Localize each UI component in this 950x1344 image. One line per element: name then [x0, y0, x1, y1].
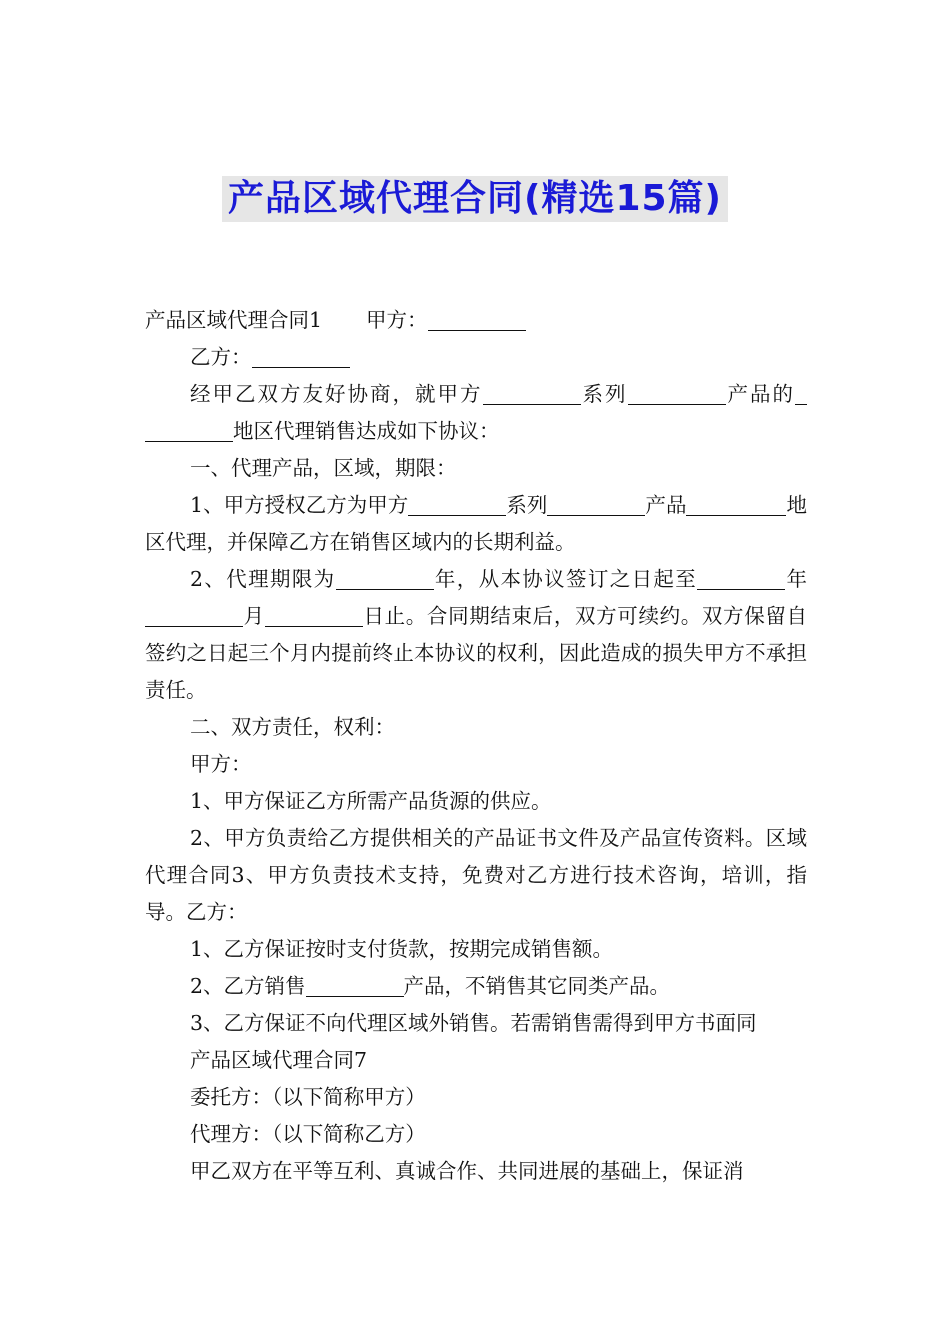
blank: [774, 493, 786, 516]
preamble-text-1: 经甲乙双方友好协商，就甲方: [190, 382, 483, 406]
item-text-1: 2、代理期限为: [190, 567, 336, 591]
blank: [265, 604, 363, 627]
paragraph-party-b-duty-1: 1、乙方保证按时支付货款，按期完成销售额。: [190, 937, 614, 961]
blank: [686, 493, 774, 516]
party-b-blank: [252, 345, 350, 368]
item-text-2: 产品，不销售其它同类产品。: [403, 974, 671, 998]
item-text-2: 年，从本协议签订之日起至: [433, 567, 698, 591]
paragraph-section-1-heading: 一、代理产品，区域，期限：: [190, 456, 457, 480]
title-container: [0, 176, 950, 222]
item-text-4: 地区代理，并保障乙方在销售区域内的长期利益。: [145, 493, 808, 554]
paragraph-contract-1-heading: [145, 302, 807, 339]
blank: [408, 493, 506, 516]
paragraph-contract-7-preamble: 甲乙双方在平等互利、真诚合作、共同进展的基础上，保证消: [190, 1159, 744, 1183]
preamble-text-4: 地区代理销售达成如下协议：: [233, 419, 500, 443]
item-text-5: 日止。合同期结束后，双方可续约。双方保留自签约之日起三个月内提前终止本协议的权利，因此造成的损失甲方不承担责任。: [145, 604, 808, 702]
item-text-3: 年: [785, 567, 808, 591]
paragraph-party-b-duty-3: 3、乙方保证不向代理区域外销售。若需销售需得到甲方书面同: [190, 1011, 757, 1035]
preamble-text-2: 系列: [580, 382, 628, 406]
party-b-label: 乙方：: [190, 345, 252, 369]
paragraph-party-b-duty-2: [145, 968, 807, 1005]
blank: [547, 493, 645, 516]
paragraph-party-a-duty-1: 1、甲方保证乙方所需产品货源的供应。: [190, 789, 552, 813]
blank: [145, 419, 233, 442]
paragraph-section-2-heading: 二、双方责任，权利：: [190, 715, 395, 739]
party-a-blank: [428, 308, 526, 331]
blank: [336, 567, 434, 590]
blank: [697, 567, 785, 590]
blank: [306, 974, 404, 997]
blank: [795, 382, 807, 405]
paragraph-principal: 委托方：（以下简称甲方）: [190, 1085, 426, 1109]
blank: [145, 604, 243, 627]
paragraph-contract-7-heading: 产品区域代理合同7: [190, 1048, 368, 1072]
party-a-label: 甲方：: [366, 308, 428, 332]
paragraph-item-1-1: [145, 487, 807, 561]
document-body: [145, 302, 807, 1190]
preamble-text-3: 产品的: [725, 382, 795, 406]
document-title: 产品区域代理合同(精选15篇): [222, 176, 728, 222]
contract-1-heading: 产品区域代理合同1: [145, 308, 323, 332]
item-text-4: 月: [243, 604, 265, 628]
paragraph-party-a-duties-label: 甲方：: [190, 752, 252, 776]
paragraph-preamble: [145, 376, 807, 450]
paragraph-party-a-duty-2: 2、甲方负责给乙方提供相关的产品证书文件及产品宣传资料。区域代理合同3、甲方负责技术支持，免费对乙方进行技术咨询，培训，指导。乙方：: [145, 826, 807, 924]
paragraph-party-b: [145, 339, 807, 376]
blank: [628, 382, 726, 405]
item-text-3: 产品: [645, 493, 687, 517]
item-text-2: 系列: [506, 493, 548, 517]
paragraph-item-1-2: [145, 561, 807, 709]
item-text-1: 1、甲方授权乙方为甲方: [190, 493, 409, 517]
item-text-1: 2、乙方销售: [190, 974, 306, 998]
blank: [483, 382, 581, 405]
paragraph-agent: 代理方：（以下简称乙方）: [190, 1122, 426, 1146]
